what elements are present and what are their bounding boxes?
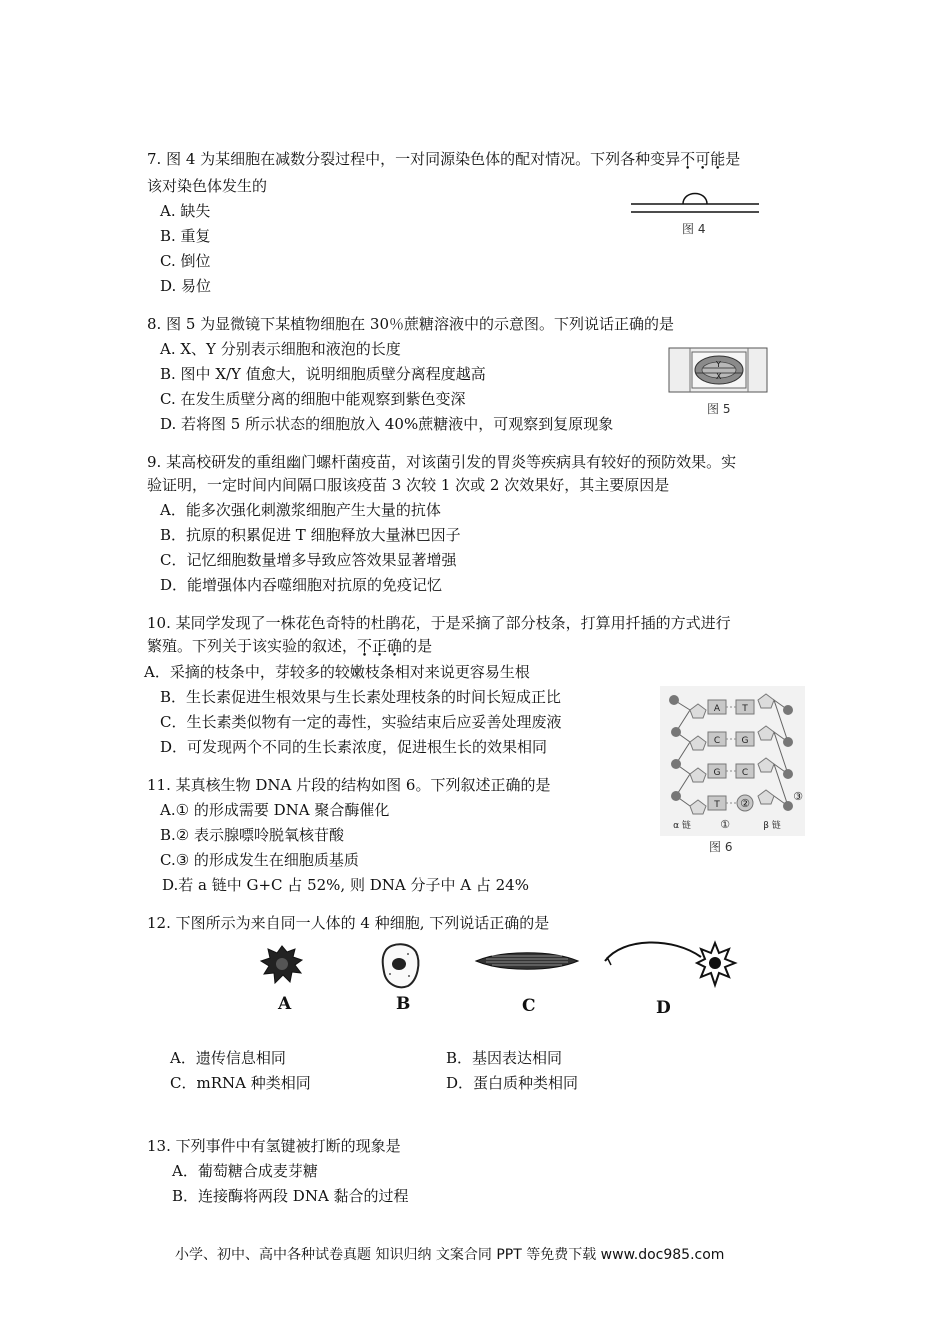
figure-6-base-g: G [741,736,749,746]
q7-option-b[interactable]: B. 重复 [160,227,211,245]
figure-6-dna-structure [660,686,805,836]
q11-option-b[interactable]: B.② 表示腺嘌呤脱氧核苷酸 [160,826,345,844]
q10-stem-line2: 繁殖。下列关于该实验的叙述，不正确的是 [147,637,433,655]
page-footer: 小学、初中、高中各种试卷真题 知识归纳 文案合同 PPT 等免费下载 www.doc985.com [175,1247,725,1263]
cell-d-image [603,935,738,995]
q12-option-b[interactable]: B．基因表达相同 [446,1049,563,1067]
figure-5-plant-cell [668,346,768,396]
figure-6-base-t2: T [714,800,720,810]
q11-option-d[interactable]: D.若 a 链中 G+C 占 52%, 则 DNA 分子中 A 占 24% [162,876,529,894]
q12-option-a[interactable]: A．遗传信息相同 [170,1049,286,1067]
cell-a-image [255,940,310,990]
q7-stem-line2: 该对染色体发生的 [147,177,268,195]
q7-option-a[interactable]: A. 缺失 [160,202,211,220]
figure-6-mark-1: ① [720,818,730,831]
figure-4-chromosome-pairing [625,182,765,222]
q11-option-c[interactable]: C.③ 的形成发生在细胞质基质 [160,851,359,869]
q9-stem-line2: 验证明，一定时间内间隔口服该疫苗 3 次较 1 次或 2 次效果好，其主要原因是 [147,476,670,494]
cell-d-label: D [656,998,671,1018]
q9-stem-line1: 9. 某高校研发的重组幽门螺杆菌疫苗，对该菌引发的胃炎等疾病具有较好的预防效果。实 [147,453,737,471]
q10-stem-line1: 10. 某同学发现了一株花色奇特的杜鹃花，于是采摘了部分枝条，打算用扦插的方式进行 [147,614,731,632]
q7-option-d[interactable]: D. 易位 [160,277,212,295]
q13-option-a[interactable]: A．葡萄糖合成麦芽糖 [172,1162,318,1180]
figure-4-caption: 图 4 [682,222,706,236]
figure-5-label-y: Y [716,360,721,369]
q10-option-b[interactable]: B．生长素促进生根效果与生长素处理枝条的时间长短成正比 [160,688,562,706]
q8-option-c[interactable]: C. 在发生质壁分离的细胞中能观察到紫色变深 [160,390,466,408]
q8-stem: 8. 图 5 为显微镜下某植物细胞在 30％蔗糖溶液中的示意图。下列说话正确的是 [147,315,675,333]
figure-6-beta-label: β 链 [763,821,781,831]
figure-6-mark-3: ③ [793,790,803,803]
q13-stem: 13. 下列事件中有氢键被打断的现象是 [147,1137,401,1155]
q10-option-c[interactable]: C．生长素类似物有一定的毒性，实验结束后应妥善处理废液 [160,713,562,731]
q10-option-a[interactable]: A．采摘的枝条中，芽较多的较嫩枝条相对来说更容易生根 [144,663,530,681]
q9-option-a[interactable]: A．能多次强化刺激浆细胞产生大量的抗体 [160,501,441,519]
figure-6-base-c2: C [741,768,749,778]
q13-option-b[interactable]: B．连接酶将两段 DNA 黏合的过程 [172,1187,409,1205]
q7-option-c[interactable]: C. 倒位 [160,252,211,270]
cell-b-image [378,940,423,992]
figure-6-base-a: A [713,704,721,714]
cell-c-image [472,946,582,976]
figure-5-label-x: X [716,372,722,381]
q12-option-d[interactable]: D．蛋白质种类相同 [446,1074,579,1092]
q8-option-b[interactable]: B. 图中 X/Y 值愈大，说明细胞质壁分离程度越高 [160,365,486,383]
q8-option-d[interactable]: D. 若将图 5 所示状态的细胞放入 40%蔗糖液中，可观察到复原现象 [160,415,614,433]
q9-option-b[interactable]: B．抗原的积累促进 T 细胞释放大量淋巴因子 [160,526,461,544]
figure-6-base-t: T [742,704,748,714]
q7-stem-line1: 7. 图 4 为某细胞在减数分裂过程中，一对同源染色体的配对情况。下列各种变异不可能是 [147,150,741,168]
q11-option-a[interactable]: A.① 的形成需要 DNA 聚合酶催化 [160,801,390,819]
q8-option-a[interactable]: A. X、Y 分别表示细胞和液泡的长度 [160,340,401,358]
cell-b-label: B [396,994,411,1014]
q11-stem: 11. 某真核生物 DNA 片段的结构如图 6。下列叙述正确的是 [147,776,551,794]
q10-option-d[interactable]: D．可发现两个不同的生长素浓度，促进根生长的效果相同 [160,738,548,756]
figure-5-caption: 图 5 [707,402,731,416]
figure-6-base-g2: G [713,768,721,778]
cell-a-label: A [278,994,292,1014]
q9-option-c[interactable]: C．记忆细胞数量增多导致应答效果显著增强 [160,551,457,569]
q12-stem: 12. 下图所示为来自同一人体的 4 种细胞, 下列说话正确的是 [147,914,550,932]
q12-option-c[interactable]: C．mRNA 种类相同 [170,1074,311,1092]
figure-6-caption: 图 6 [709,840,733,854]
figure-6-alpha-label: α 链 [673,821,691,831]
figure-6-mark-2: ② [740,797,750,810]
q9-option-d[interactable]: D．能增强体内吞噬细胞对抗原的免疫记忆 [160,576,443,594]
cell-c-label: C [522,996,536,1016]
figure-6-base-c: C [713,736,721,746]
